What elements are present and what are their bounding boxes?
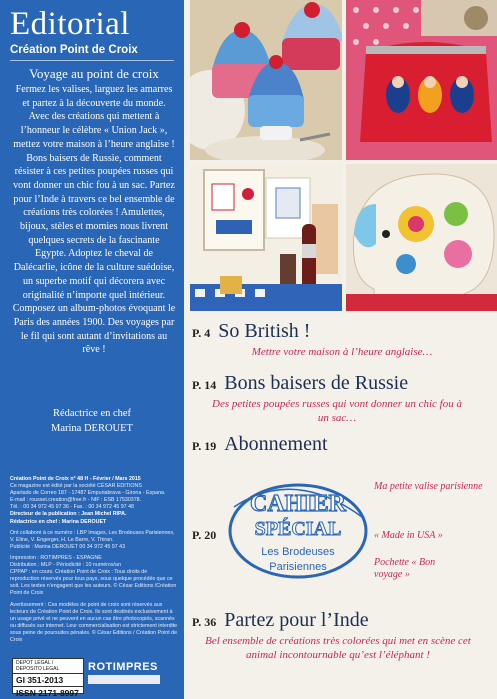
- editorial-signature: [0, 406, 184, 436]
- editorial-title: Editorial: [10, 6, 130, 42]
- cahier-caption-3: Pochette « Bon voyage »: [374, 557, 436, 580]
- contents-entry-2[interactable]: [192, 372, 492, 425]
- tel: Tél. : 00 34 972 45 97 36 - Fax. : 00 34 972 45 97 48: [10, 504, 134, 511]
- address: Apartado de Correo 187 - 17487 Empuriabrava - Girona - Espana.: [10, 490, 166, 497]
- divider: [10, 60, 174, 61]
- cahier-brand-line1: Les Brodeuses: [261, 546, 335, 558]
- distribution: Distribution : MLP - Périodicité : 10 numéros/an: [10, 562, 121, 569]
- photo-elephant-cushion: [346, 164, 497, 311]
- contents-entry-1[interactable]: [192, 320, 492, 359]
- entry-title: Partez pour l’Inde: [224, 609, 369, 631]
- photo-egg-cups: [190, 0, 342, 160]
- page-number: P. 19: [192, 439, 217, 453]
- contributors: Ont collaboré à ce numéro : LBP Images, Les Brodeuses Parisiennes, V. Eline, V. Engerger, H. Le Barre, V. Thiran.: [10, 529, 175, 543]
- entry-description: Des petites poupées russes qui vont donner un chic fou à un sac…: [212, 398, 462, 424]
- email: E-mail : rousset.creation@free.fr - NIF : ESB 17530378.: [10, 497, 142, 504]
- credits-block: [10, 476, 178, 648]
- entry-title: Bons baisers de Russie: [224, 372, 409, 394]
- page-number: P. 4: [192, 326, 211, 340]
- issn-number: ISSN 2171-8997: [16, 688, 79, 698]
- editorial-body: Fermez les valises, larguez les amarres et partez à la découverte du monde. Avec des créations qui mettent à l’honneur le célèbre « Union Jack », mettez votre maison à l’heure anglaise ! Bons baisers de Russie, comment résister à ces petites poupées russes qui vont donner un chic fou à un sac. Partez pour l’Inde à travers ce bel ensemble de créations très colorées ! Amulettes, bijoux, stèles et momies nous livrent quelques secrets de la fascinante Egypte. Adoptez le cheval de Dalécarlie, icône de la culture suédoise, un superbe motif qui décorera avec originalité n’importe quel intérieur. Composez un album-photos évoquant le Paris des années 1900. Des voyages par le fil qui sont autant d’invitations au rêve !: [12, 84, 176, 356]
- photo-russian-doll-pouch: [346, 0, 497, 160]
- cahier-caption-2: « Made in USA »: [374, 530, 443, 541]
- editor: Rédactrice en chef : Marina DEROUET: [10, 518, 107, 525]
- page-number: P. 36: [192, 615, 217, 629]
- signature-role: Rédactrice en chef: [52, 408, 132, 419]
- contents-entry-4[interactable]: [192, 609, 492, 662]
- publisher-line: Ce magazine est édité par la société CÉSAR EDITIONS: [10, 483, 142, 490]
- entry-description: Bel ensemble de créations très colorées qui met en scène cet animal incontournable qu’est l’éléphant !: [205, 635, 471, 661]
- entry-description: Mettre votre maison à l’heure anglaise…: [251, 346, 433, 358]
- cahier-special-badge[interactable]: [224, 477, 372, 585]
- contents-entry-3[interactable]: [192, 433, 492, 456]
- legal-box: [12, 658, 84, 698]
- printer-logo: ROTIMPRES: [88, 661, 168, 691]
- printing: Impression : ROTIMPRES - ESPAGNE: [10, 554, 102, 561]
- warning: Avertissement : Ces modèles de point de croix sont réservés aux lecteurs de Création Point de Croix. Ils sont destinés exclusivement à un usage privé et ne peuvent en aucun cas être photocopiés, scannés ou diffusés sur internet. Leur commercialisation est strictement interdite sous peine de poursuites pénales. © César Editions / Création Point de Croix: [10, 601, 178, 643]
- editorial-subtitle: Création Point de Croix: [10, 44, 138, 56]
- entry-title: Abonnement: [224, 433, 328, 455]
- page-number: P. 14: [192, 378, 217, 392]
- editorial-sidebar: [0, 0, 184, 699]
- gi-number: GI 351-2013: [13, 674, 83, 687]
- cahier-page-number: P. 20: [192, 528, 217, 542]
- signature-name: Marina DEROUET: [51, 423, 133, 434]
- photo-british-kitchen: [190, 164, 342, 311]
- director: Directeur de la publication : Jean Michel RIPA.: [10, 511, 127, 518]
- issue-line: Création Point de Croix n° 48 H - Février / Mars 2015: [10, 476, 141, 482]
- cppap: CPPAP : en cours. Création Point de Croix : Tous droits de reproduction réservés pour tous pays, sous quelque procédés que ce soit. Les textes n'engagent que les auteurs. © César Editions /Création Point de Croix: [10, 569, 177, 597]
- entry-title: So British !: [218, 320, 311, 342]
- cahier-title: CAHIER: [249, 491, 347, 517]
- editorial-intro: Voyage au point de croix: [29, 66, 159, 81]
- cahier-brand-line2: Parisiennes: [269, 561, 327, 573]
- depot-legal: DEPOT LEGAL / DEPOSITO LEGAL: [13, 659, 83, 674]
- advertising: Publicité : Marina DEROUET 00 34 972 45 97 43: [10, 543, 126, 550]
- cahier-subtitle: SPÉCIAL: [254, 518, 342, 540]
- cahier-caption-1: Ma petite valise parisienne: [374, 481, 483, 492]
